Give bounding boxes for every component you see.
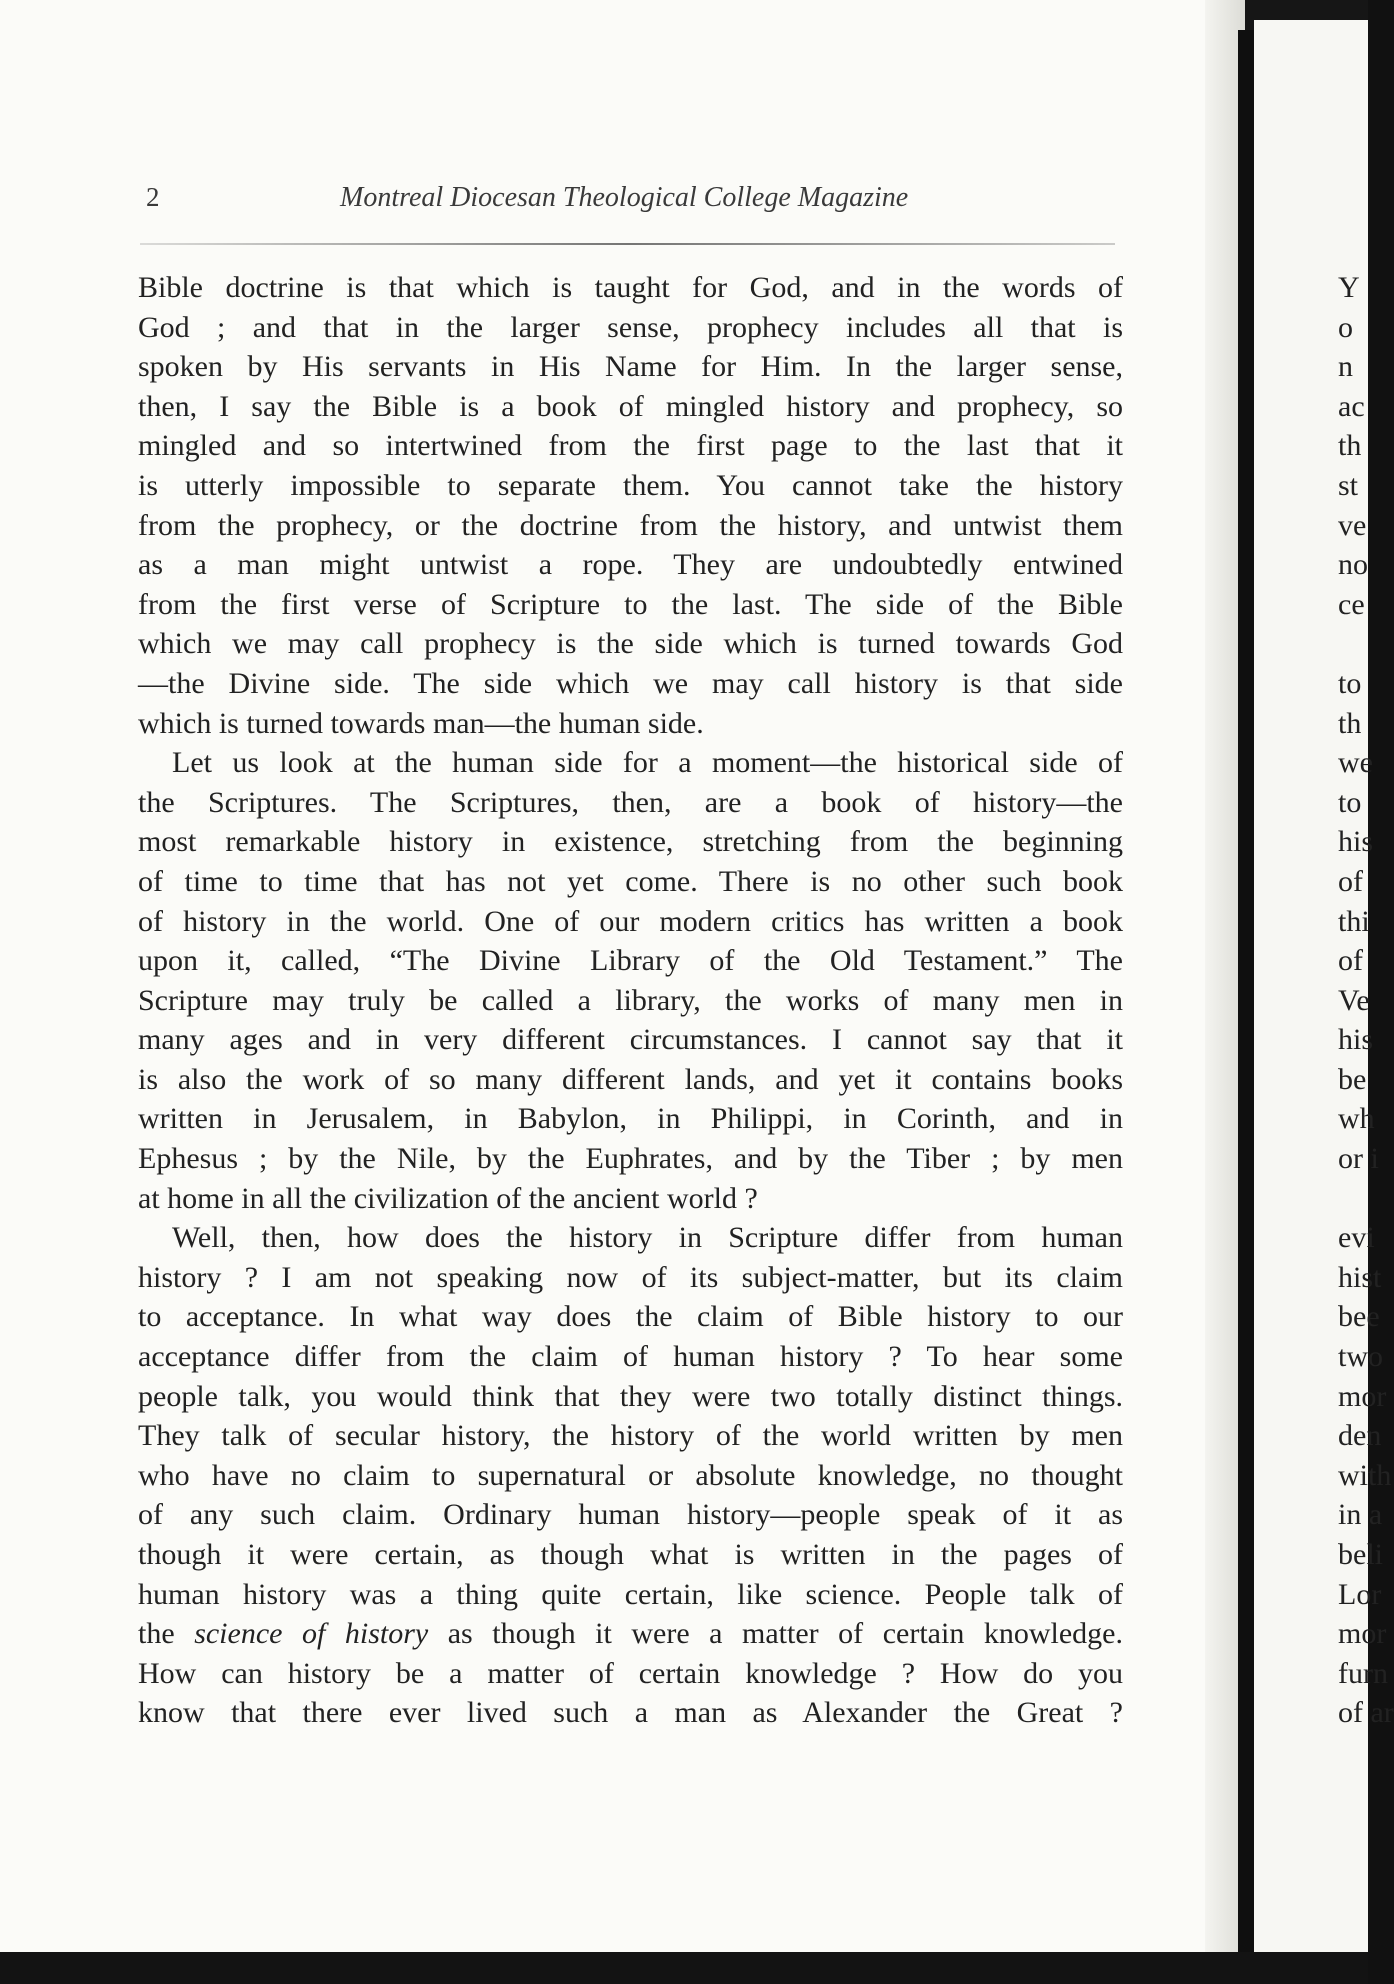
text-line: They talk of secular history, the history of the world written by men — [138, 1419, 1123, 1453]
right-page-fragment: ac — [1338, 389, 1365, 423]
right-page-fragment: ve — [1338, 508, 1367, 542]
running-title: Montreal Diocesan Theological College Magazine — [340, 182, 909, 213]
text-line: then, I say the Bible is a book of mingled history and prophecy, so — [138, 389, 1123, 423]
right-page-fragment: Y — [1338, 271, 1360, 304]
right-page-fragment: wh — [1338, 1102, 1375, 1136]
right-page-fragment: Ve — [1338, 983, 1370, 1017]
scan-bottom-edge — [0, 1952, 1368, 1984]
right-page-fragment: of ar — [1338, 1696, 1394, 1730]
header-rule — [140, 243, 1115, 245]
text-line: upon it, called, “The Divine Library of the Old Testament.” The — [138, 944, 1123, 978]
text-line: is also the work of so many different lands, and yet it contains books — [138, 1062, 1123, 1096]
right-page-fragment: n — [1338, 350, 1353, 384]
right-page-fragment: mor — [1338, 1617, 1387, 1651]
text-line: acceptance differ from the claim of human history ? To hear some — [138, 1340, 1123, 1374]
right-page-fragment: ce — [1338, 587, 1365, 621]
text-line: from the first verse of Scripture to the last. The side of the Bible — [138, 587, 1123, 621]
text-line: spoken by His servants in His Name for Him. In the larger sense, — [138, 350, 1123, 384]
text-line: Bible doctrine is that which is taught for God, and in the words of — [138, 271, 1123, 304]
text-line: many ages and in very different circumstances. I cannot say that it — [138, 1023, 1123, 1057]
italic-line-before: the — [138, 1617, 195, 1651]
right-page-fragment: or i — [1338, 1142, 1379, 1176]
text-line: Scripture may truly be called a library, the works of many men in — [138, 983, 1123, 1017]
right-page-fragment: we — [1338, 746, 1373, 780]
right-page-fragment: th — [1338, 429, 1362, 463]
right-page-fragment: with — [1338, 1458, 1392, 1492]
text-line: which we may call prophecy is the side which is turned towards God — [138, 627, 1123, 661]
right-page-fragment: two — [1338, 1340, 1383, 1374]
text-line: though it were certain, as though what is written in the pages of — [138, 1538, 1123, 1571]
right-page-fragment: of — [1338, 864, 1363, 898]
paragraph-1 — [138, 268, 1123, 743]
text-line: people talk, you would think that they were two totally distinct things. — [138, 1379, 1123, 1413]
right-page-fragment: of — [1338, 944, 1363, 978]
text-line: of time to time that has not yet come. There is no other such book — [138, 864, 1123, 898]
text-line: history ? I am not speaking now of its subject-matter, but its claim — [138, 1260, 1123, 1294]
text-line: human history was a thing quite certain, like science. People talk of — [138, 1577, 1123, 1611]
text-line: who have no claim to supernatural or absolute knowledge, no thought — [138, 1458, 1123, 1492]
text-line: the Scriptures. The Scriptures, then, are a book of history—the — [138, 785, 1123, 819]
text-line: know that there ever lived such a man as Alexander the Great ? — [138, 1696, 1123, 1730]
text-line: at home in all the civilization of the ancient world ? — [138, 1181, 758, 1215]
right-page-fragment: no — [1338, 548, 1368, 582]
right-page-fragment: den — [1338, 1419, 1382, 1453]
right-page-fragment: th — [1338, 706, 1362, 740]
right-page-fragment: o — [1338, 310, 1353, 344]
right-page-fragment — [1338, 624, 1368, 664]
right-page-fragment: hist — [1338, 1260, 1382, 1294]
italic-line-after: as though it were a matter of certain knowledge. — [428, 1617, 1123, 1651]
right-page-fragment: Lor — [1338, 1577, 1382, 1611]
right-page-fragment: beli — [1338, 1538, 1383, 1571]
right-page-fragment: st — [1338, 468, 1359, 502]
text-line: Well, then, how does the history in Scripture differ from human — [172, 1221, 1123, 1255]
text-line: from the prophecy, or the doctrine from the history, and untwist them — [138, 508, 1123, 542]
right-page-fragment: his — [1338, 1023, 1374, 1057]
text-line-italic — [138, 1614, 1123, 1654]
page-number: 2 — [146, 182, 160, 212]
text-line: as a man might untwist a rope. They are undoubtedly entwined — [138, 548, 1123, 582]
right-page-fragment: thi — [1338, 904, 1370, 938]
text-line: written in Jerusalem, in Babylon, in Philippi, in Corinth, and in — [138, 1102, 1123, 1136]
text-line: mingled and so intertwined from the first page to the last that it — [138, 429, 1123, 463]
text-line: to acceptance. In what way does the claim of Bible history to our — [138, 1300, 1123, 1334]
text-line: How can history be a matter of certain knowledge ? How do you — [138, 1656, 1123, 1690]
page-header — [140, 182, 1120, 222]
body-text — [138, 268, 1123, 1733]
text-line: of history in the world. One of our modern critics has written a book — [138, 904, 1123, 938]
paragraph-3 — [138, 1218, 1123, 1733]
right-page-fragment: in a — [1338, 1498, 1383, 1532]
italic-phrase: science of history — [194, 1617, 429, 1651]
right-page-fragment: furn — [1338, 1656, 1388, 1690]
text-line: is utterly impossible to separate them. You cannot take the history — [138, 468, 1123, 502]
text-line: of any such claim. Ordinary human history—people speak of it as — [138, 1498, 1123, 1532]
text-line: God ; and that in the larger sense, prophecy includes all that is — [138, 310, 1123, 344]
right-page-fragment: to — [1338, 666, 1362, 700]
text-line: Let us look at the human side for a moment—the historical side of — [172, 746, 1123, 780]
right-page-fragment — [1338, 1179, 1368, 1219]
right-page-fragment: evi — [1338, 1221, 1375, 1255]
text-line: Ephesus ; by the Nile, by the Euphrates, and by the Tiber ; by men — [138, 1142, 1123, 1176]
text-line: which is turned towards man—the human side. — [138, 706, 704, 740]
right-page-text-fragments — [1338, 268, 1394, 1733]
right-page-fragment: bee — [1338, 1300, 1380, 1334]
right-page-fragment: his — [1338, 825, 1374, 859]
paragraph-2 — [138, 743, 1123, 1218]
right-page-fragment: mor — [1338, 1379, 1387, 1413]
right-page-fragment: be — [1338, 1062, 1367, 1096]
text-line: most remarkable history in existence, stretching from the beginning — [138, 825, 1123, 859]
right-page-fragment: to — [1338, 785, 1362, 819]
text-line: —the Divine side. The side which we may call history is that side — [138, 666, 1123, 700]
